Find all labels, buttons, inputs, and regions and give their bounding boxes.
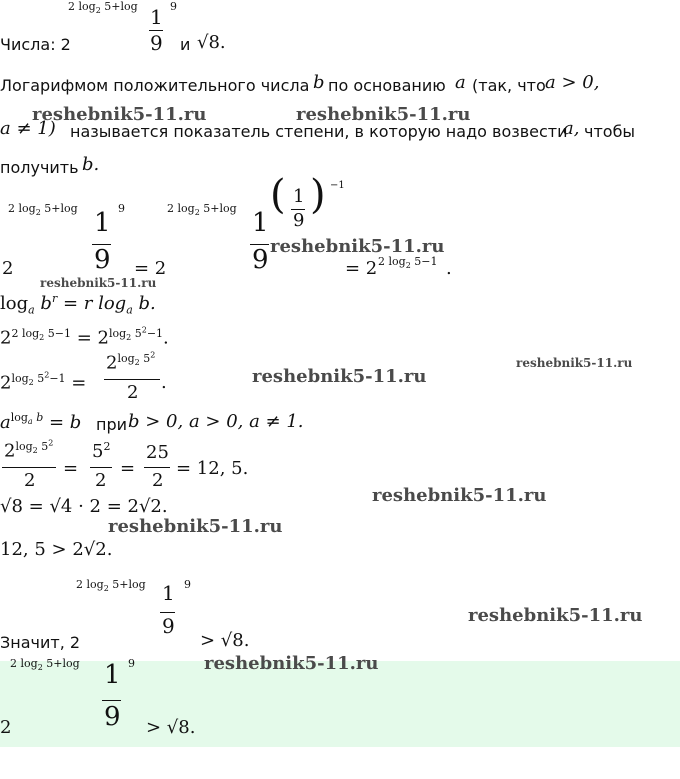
- eq1-paren-open: (: [270, 172, 286, 218]
- r3-dot: .: [161, 372, 167, 393]
- r7: 12, 5 > 2√2.: [0, 539, 113, 560]
- watermark: reshebnik5-11.ru: [270, 236, 445, 257]
- def-cond-2: a ≠ 1): [0, 118, 56, 139]
- eq1-base: 2: [2, 258, 14, 279]
- watermark: reshebnik5-11.ru: [516, 356, 633, 370]
- eq1-right-one: 1: [252, 208, 269, 238]
- answer-den: 9: [104, 702, 121, 732]
- def-text-2: по основанию: [328, 76, 446, 95]
- watermark: reshebnik5-11.ru: [252, 366, 427, 387]
- def-text-1: Логарифмом положительного числа: [0, 76, 310, 95]
- answer-num: 1: [104, 660, 121, 690]
- def-text-4: называется показатель степени, в которую надо возвести: [70, 122, 568, 141]
- frac-exp: 9: [170, 0, 177, 13]
- eq1-result-dot: .: [446, 258, 452, 279]
- watermark: reshebnik5-11.ru: [204, 653, 379, 674]
- r1: $\log_a b^r = r$ $\log_a b$.: [0, 292, 156, 317]
- watermark: reshebnik5-11.ru: [32, 104, 207, 125]
- def-var-a2: a,: [563, 118, 580, 139]
- concl-tail: > √8.: [200, 630, 250, 651]
- and-word: и: [180, 35, 191, 54]
- answer-base: 2: [0, 717, 12, 738]
- eq1-result-exp: 2 $\log_2 5-1$: [378, 255, 438, 271]
- watermark: reshebnik5-11.ru: [296, 104, 471, 125]
- concl-den: 9: [162, 614, 175, 638]
- eq1-left-num: 1: [94, 208, 111, 238]
- def-var-b2: b.: [82, 154, 100, 175]
- r5-bar3: [144, 467, 170, 468]
- numbers-label: Числа: 2: [0, 35, 71, 54]
- def-text-6: получить: [0, 158, 79, 177]
- def-var-a: a: [455, 72, 466, 93]
- r5-tail: = 12, 5.: [176, 458, 249, 479]
- concl-frac-exp: 9: [184, 578, 191, 591]
- sqrt-8: √8.: [197, 32, 226, 53]
- r5-bar2: [90, 467, 112, 468]
- concl-num: 1: [162, 581, 175, 605]
- r3-den: 2: [127, 382, 139, 403]
- answer-bar: [102, 700, 121, 701]
- watermark: reshebnik5-11.ru: [108, 516, 283, 537]
- frac-num: 1: [150, 5, 163, 29]
- def-var-b: b: [313, 72, 325, 93]
- frac-den: 9: [150, 31, 163, 55]
- r4-a: $a^{log_a b} = b$: [0, 411, 82, 433]
- def-text-3: (так, что: [472, 76, 546, 95]
- r2: $2^{2 log_2 5-1} = 2^{log_2 5^2-1}$.: [0, 325, 169, 349]
- eq1-result-eq: = 2: [345, 258, 378, 279]
- eq1-left-den: 9: [94, 245, 111, 275]
- r5-den3: 2: [152, 470, 164, 491]
- r3-num: $2^{log_2 5^2}$: [106, 350, 156, 374]
- answer-exp: 2 $\log_2 5+\log$: [10, 657, 80, 673]
- eq1-eq: = 2: [134, 258, 167, 279]
- r5-den: 2: [24, 470, 36, 491]
- concl-label: Значит, 2: [0, 633, 81, 652]
- watermark: reshebnik5-11.ru: [468, 605, 643, 626]
- def-text-5: чтобы: [584, 122, 636, 141]
- eq1-right-exp: 2 $\log_2 5+\log$: [167, 202, 237, 218]
- eq1-inner-den: 9: [293, 210, 305, 231]
- r5-num2: $5^2$: [92, 440, 111, 462]
- r5-bar: [2, 467, 56, 468]
- concl-exp: 2 $\log_2 5+\log$: [76, 578, 146, 594]
- watermark: reshebnik5-11.ru: [40, 276, 157, 290]
- eq1-inner-exp: −1: [330, 180, 345, 191]
- watermark: reshebnik5-11.ru: [372, 485, 547, 506]
- r3-bar: [104, 379, 160, 380]
- answer-tail: > √8.: [146, 717, 196, 738]
- r3-left: $2^{log_2 5^2-1}$ =: [0, 370, 87, 394]
- eq1-inner-num: 1: [293, 186, 305, 207]
- r6: √8 = √4 · 2 = 2√2.: [0, 496, 168, 517]
- r5-num3: 25: [146, 442, 169, 463]
- def-cond: a > 0,: [545, 72, 600, 93]
- answer-frac-exp: 9: [128, 657, 135, 670]
- eq1-left-frac-exp: 9: [118, 202, 125, 215]
- r4-c: b > 0, a > 0, a ≠ 1.: [128, 411, 304, 432]
- r5-eq2: =: [120, 458, 136, 479]
- exp-2log: 2 $\log_2 5+\log$: [68, 0, 138, 16]
- r5-den2: 2: [95, 470, 107, 491]
- r5-eq1: =: [63, 458, 79, 479]
- eq1-paren-close: ): [310, 172, 326, 218]
- eq1-right-den: 9: [252, 245, 269, 275]
- r5-num: $2^{log_2 5^2}$: [4, 438, 54, 462]
- r4-pri: при: [96, 415, 128, 434]
- eq1-left-exp: 2 $\log_2 5+\log$: [8, 202, 78, 218]
- concl-bar: [160, 612, 175, 613]
